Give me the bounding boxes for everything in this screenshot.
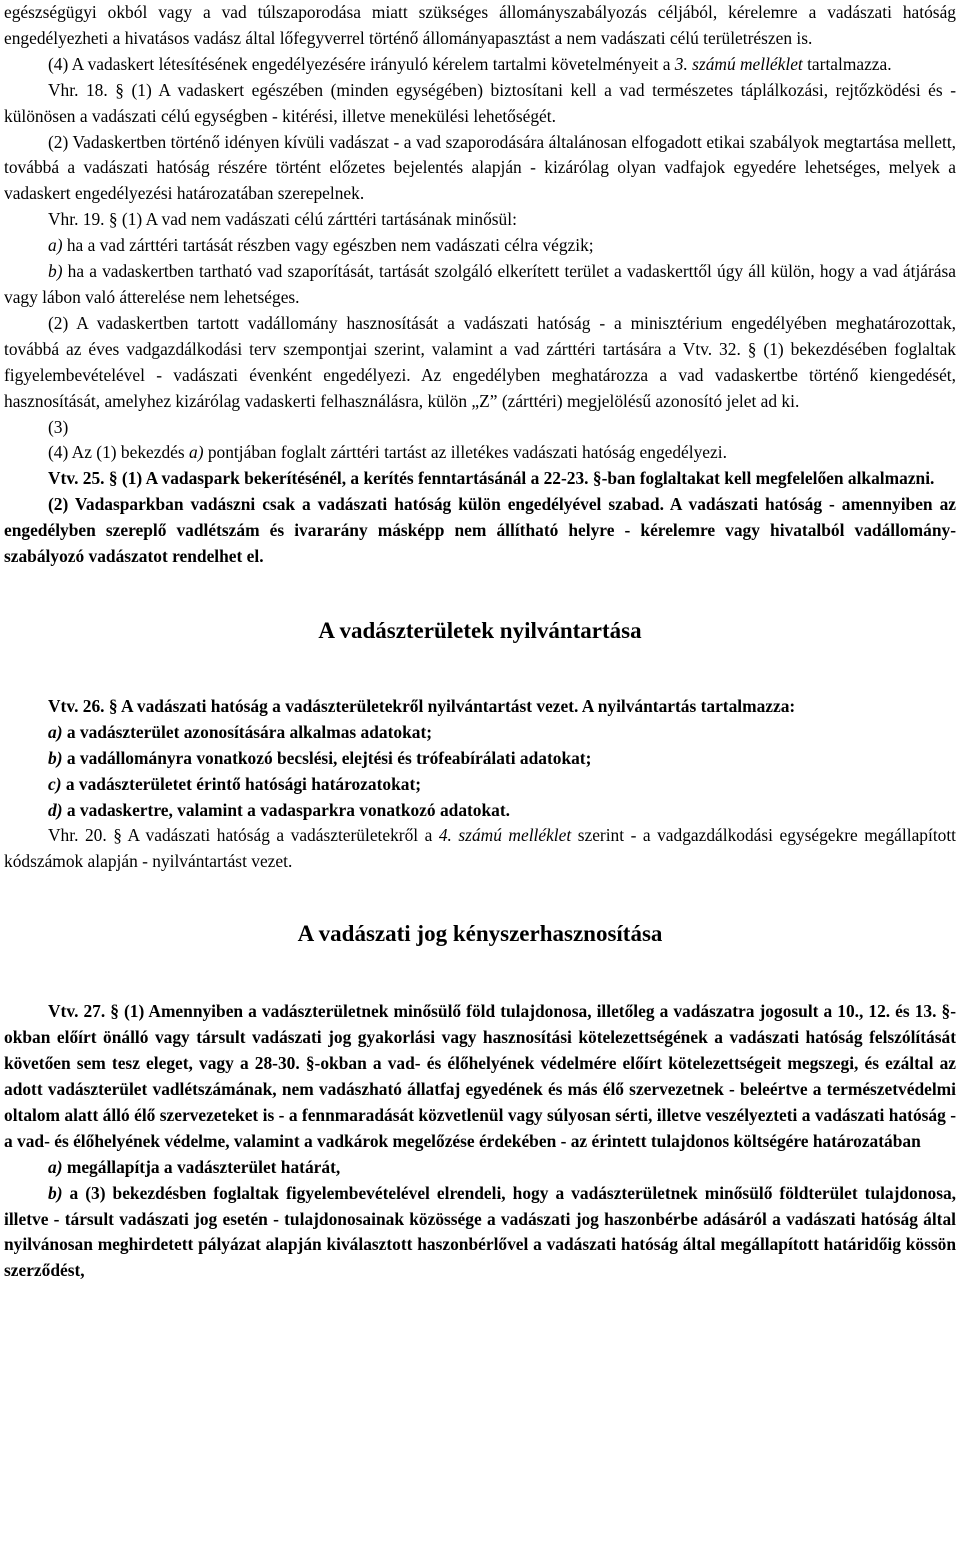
- text-run: Vhr. 18. § (1) A vadaskert egészében (minden egységében) biztosítani kell a vad természetes táplálkozási, rejtőzködési és - különösen a vadászati célú egységben - kitérési, illetve menekülési lehetőségét.: [4, 79, 956, 126]
- text-run: (2) Vadaskertben történő idényen kívüli vadászat - a vad szaporodására általánosan elfogadott etikai szabályok megtartása mellett, továbbá a vadászati hatóság részére történt előzetes bejelentés alapján - kizárólag olyan vadfajok egyedére lehetséges, melyek a vadaskert engedélyezési határozatában szerepelnek.: [4, 131, 956, 204]
- text-run: Vtv. 27. § (1) Amennyiben a vadászterületnek minősülő föld tulajdonosa, illetőleg a vadászatra jogosult a 10., 12. és 13. §-okban előírt önálló vagy társult vadászati jog gyakorlási vagy hasznosítási kötelezettségének a vadászati hatóság felszólítását követően sem tesz eleget, vagy a 28-30. §-okban a vad- és élőhelyének védelmére előírt kötelezettségeit megszegi, és ezáltal az adott vadászterület vadlétszámának, nem vadászható állatfaj egyedének és más élő szervezetnek - beleértve a természetvédelmi oltalom alatt álló élő szervezeteket is - a fennmaradását közvetlenül vagy súlyosan sérti, illetve veszélyezteti a vadászati hatóság - a vad- és élőhelyének védelme, valamint a vadkárok megelőzése érdekében - az érintett tulajdonos költségére határozatában: [4, 1001, 956, 1151]
- paragraph: [4, 720, 956, 746]
- text-run: egészségügyi okból vagy a vad túlszaporodása miatt szükséges állományszabályozás céljából, kérelemre a vadászati hatóság engedélyezheti a hivatásos vadász által lőfegyverrel történő állományapasztást a nem vadászati célú területrészen is.: [4, 2, 956, 48]
- paragraph: [4, 233, 956, 259]
- paragraph: [4, 130, 956, 208]
- text-run: ha a vadaskertben tartható vad szaporítását, tartását szolgáló elkerített terület a vadaskerttől úgy áll külön, hogy a vad átjárása vagy lábon való átterelése nem lehetséges.: [4, 261, 956, 307]
- text-run: a vadászterület azonosítására alkalmas adatokat;: [62, 721, 433, 742]
- paragraph: [4, 772, 956, 798]
- paragraph: [4, 207, 956, 233]
- paragraph: [4, 415, 956, 441]
- text-run: (2) A vadaskertben tartott vadállomány hasznosítását a vadászati hatóság - a minisztérium engedélyében meghatározottak, továbbá az éves vadgazdálkodási terv szempontjai szerint, valamint a vad zárttéri tartására a Vtv. 32. § (1) bekezdésében foglaltak figyelembevételével - vadászati évenként engedélyezi. Az engedélyben meghatározza a vad vadaskertbe történő kiengedését, hasznosítását, amelyhez kizárólag vadaskerti felhasználásra, külön „Z” (zárttéri) megjelölésű azonosító jelet ad ki.: [4, 312, 956, 411]
- text-run: b): [48, 261, 63, 282]
- paragraph: [4, 0, 956, 52]
- paragraph: [4, 798, 956, 824]
- text-run: (2) Vadasparkban vadászni csak a vadászati hatóság külön engedélyével szabad. A vadászati hatóság - amennyiben az engedélyben szereplő vadlétszám és ivararány másképp nem állítható helyre - kérelemre vagy hivatalból vadállomány-szabályozó vadászatot rendelhet el.: [4, 494, 956, 567]
- paragraph: [4, 52, 956, 78]
- text-run: szerint - a vadgazdálkodási egységekre megállapított kódszámok alapján - nyilvántartást vezet.: [4, 825, 957, 872]
- text-run: a (3) bekezdésben foglaltak figyelembevételével elrendeli, hogy a vadászterületnek minősülő földterület tulajdonosa, illetve - társult vadászati jog esetén - tulajdonosainak közössége a vadászati jog haszonbérbe adásáról a vadászati hatóság által nyilvánosan meghirdetett pályázat alapján kiválasztott haszonbérlővel a vadászati hatóság által megállapított határidőig kössön szerződést,: [4, 1182, 956, 1281]
- paragraph: [4, 311, 956, 415]
- text-run: (4) A vadaskert létesítésének engedélyezésére irányuló kérelem tartalmi követelményeit a: [48, 53, 675, 74]
- section-heading: A vadászterületek nyilvántartása: [318, 617, 642, 643]
- paragraph: [4, 746, 956, 772]
- text-run: megállapítja a vadászterület határát,: [62, 1156, 341, 1177]
- text-run: 3. számú melléklet: [674, 53, 803, 74]
- paragraph: [4, 259, 956, 311]
- paragraph: [4, 492, 956, 570]
- text-run: d): [48, 799, 63, 820]
- text-run: a vadászterületet érintő hatósági határozatokat;: [61, 773, 422, 794]
- paragraph: [4, 999, 956, 1154]
- section-heading: A vadászati jog kényszerhasznosítása: [297, 921, 663, 947]
- document-body: [4, 0, 956, 1284]
- text-run: ha a vad zárttéri tartását részben vagy egészben nem vadászati célra végzik;: [62, 235, 594, 256]
- text-run: tartalmazza.: [802, 53, 892, 74]
- text-run: a): [48, 1156, 63, 1177]
- text-run: a): [189, 442, 204, 463]
- text-run: b): [48, 1182, 63, 1203]
- text-run: pontjában foglalt zárttéri tartást az illetékes vadászati hatóság engedélyezi.: [203, 442, 727, 463]
- text-run: Vhr. 20. § A vadászati hatóság a vadászterületekről a: [48, 825, 439, 846]
- text-run: Vtv. 26. § A vadászati hatóság a vadászterületekről nyilvántartást vezet. A nyilvántartás tartalmazza:: [48, 695, 796, 716]
- paragraph: [4, 466, 956, 492]
- text-run: a vadállományra vonatkozó becslési, elejtési és trófeabírálati adatokat;: [62, 747, 592, 768]
- paragraph: [4, 1155, 956, 1181]
- text-run: Vhr. 19. § (1) A vad nem vadászati célú zárttéri tartásának minősül:: [48, 209, 517, 230]
- text-run: Vtv. 25. § (1) A vadaspark bekerítésénél, a kerítés fenntartásánál a 22-23. §-ban foglaltakat kell megfelelően alkalmazni.: [48, 468, 935, 489]
- paragraph: [4, 440, 956, 466]
- text-run: c): [48, 773, 62, 794]
- paragraph: [4, 1181, 956, 1285]
- text-run: a): [48, 235, 63, 256]
- text-run: (3): [48, 416, 69, 437]
- paragraph: [4, 78, 956, 130]
- text-run: a vadaskertre, valamint a vadasparkra vonatkozó adatokat.: [62, 799, 511, 820]
- text-run: b): [48, 747, 63, 768]
- text-run: 4. számú melléklet: [438, 825, 572, 846]
- text-run: a): [48, 721, 63, 742]
- text-run: (4) Az (1) bekezdés: [48, 442, 189, 463]
- paragraph: [4, 694, 956, 720]
- paragraph: [4, 823, 956, 875]
